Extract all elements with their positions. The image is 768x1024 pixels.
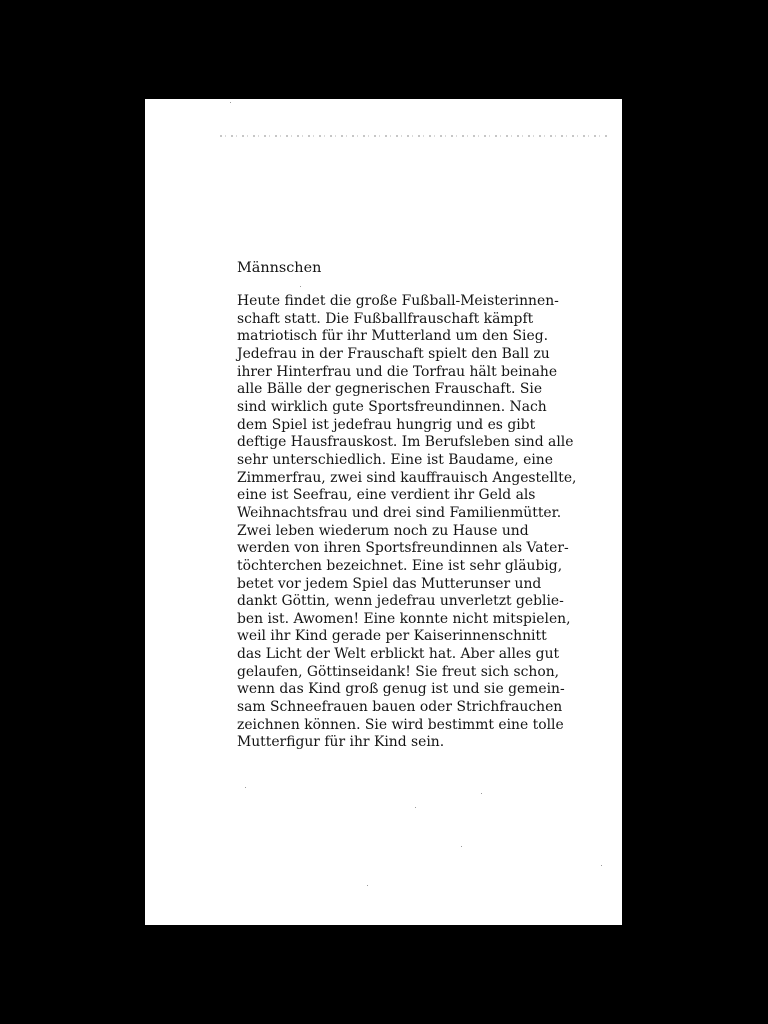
scan-artifact-line [220,135,610,137]
scan-speck [601,865,602,866]
text-line: eine ist Seefrau, eine verdient ihr Geld als [237,487,536,504]
scan-speck [230,102,231,103]
text-line: wenn das Kind groß genug ist und sie gemein- [237,681,565,698]
scanned-page [145,99,622,925]
text-line: Heute findet die große Fußball-Meisterinnen- [237,293,559,309]
scan-speck [415,807,416,808]
scan-speck [461,846,462,847]
text-line: ben ist. Awomen! Eine konnte nicht mitspielen, [237,610,571,627]
scan-speck [481,793,482,794]
text-line: deftige Hausfrauskost. Im Berufsleben sind alle [237,434,574,451]
text-line: schaft statt. Die Fußballfrauschaft kämpft [237,310,534,327]
text-line: matriotisch für ihr Mutterland um den Sieg. [237,328,549,345]
text-line: sehr unterschiedlich. Eine ist Baudame, eine [237,451,553,468]
text-line: sind wirklich gute Sportsfreundinnen. Nach [237,398,547,415]
text-line: zeichnen können. Sie wird bestimmt eine tolle [237,716,564,733]
scan-speck [300,286,301,287]
text-line: Mutterfigur für ihr Kind sein. [237,734,445,751]
text-line: Jedefrau in der Frauschaft spielt den Ball zu [237,345,550,362]
text-line: betet vor jedem Spiel das Mutterunser und [237,575,542,592]
text-line: Weihnachtsfrau und drei sind Familienmütter. [237,504,562,521]
scan-speck [367,885,368,886]
scan-speck [245,787,246,788]
document-title: Männschen [237,260,322,276]
text-line: alle Bälle der gegnerischen Frauschaft. Sie [237,381,543,398]
text-line: sam Schneefrauen bauen oder Strichfrauchen [237,699,563,716]
text-line: Zimmerfrau, zwei sind kauffrauisch Angestellte, [237,469,577,486]
body-paragraph [237,293,577,752]
text-line: weil ihr Kind gerade per Kaiserinnenschnitt [237,628,547,645]
text-line: das Licht der Welt erblickt hat. Aber alles gut [237,646,560,663]
text-line: gelaufen, Göttinseidank! Sie freut sich schon, [237,663,560,680]
text-line: ihrer Hinterfrau und die Torfrau hält beinahe [237,363,558,380]
text-line: Zwei leben wiederum noch zu Hause und [237,522,529,539]
text-line: töchterchen bezeichnet. Eine ist sehr gläubig, [237,557,563,574]
text-line: werden von ihren Sportsfreundinnen als Vater- [237,540,569,557]
text-line: dem Spiel ist jedefrau hungrig und es gibt [237,416,536,433]
text-line: dankt Göttin, wenn jedefrau unverletzt geblie- [237,593,564,610]
